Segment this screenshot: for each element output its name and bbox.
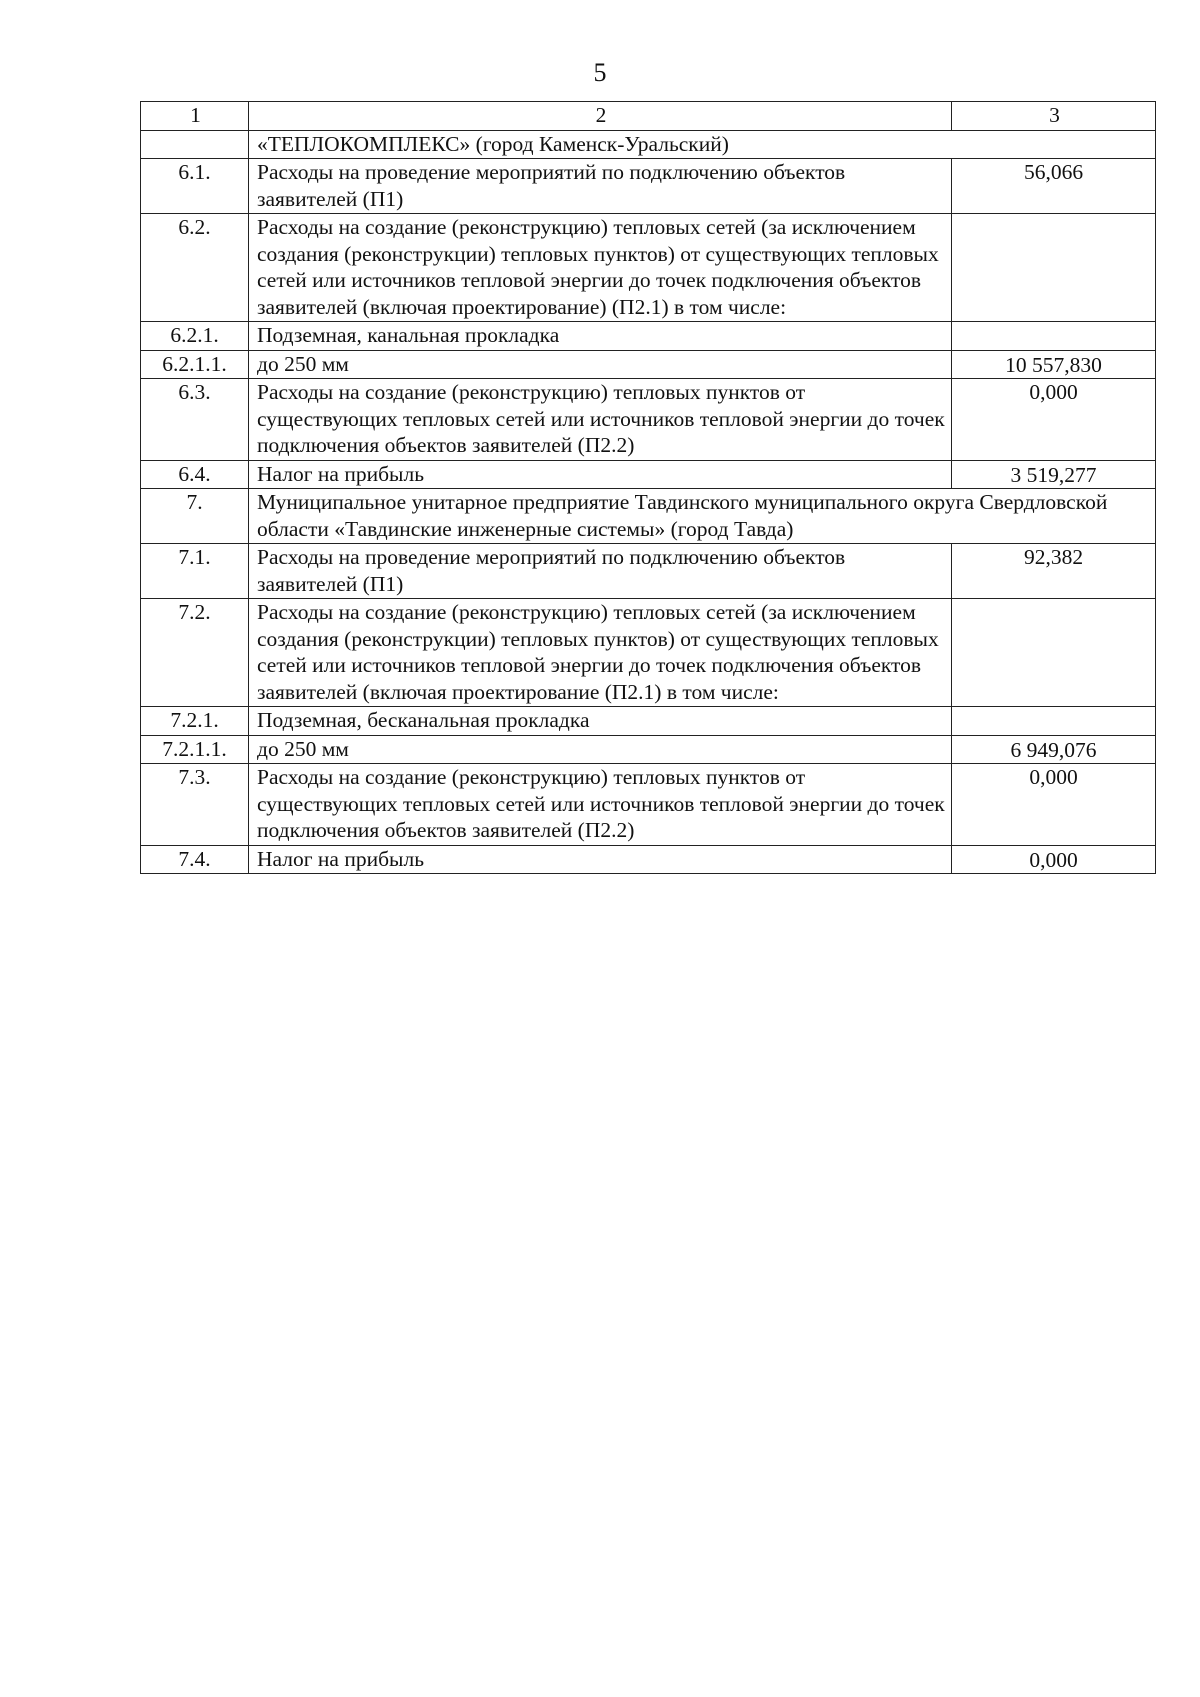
row-description: Налог на прибыль bbox=[249, 460, 952, 489]
row-value bbox=[952, 322, 1156, 351]
row-description: до 250 мм bbox=[249, 350, 952, 379]
row-description: Расходы на создание (реконструкцию) тепловых сетей (за исключением создания (реконструкции) тепловых пунктов) от существующих тепловых сетей или источников тепловой энергии до точек подключения объектов заявителей (включая проектирование (П2.1) в том числе: bbox=[249, 599, 952, 707]
table-row bbox=[141, 322, 1156, 351]
row-value bbox=[952, 599, 1156, 707]
table-row bbox=[141, 159, 1156, 214]
table-row bbox=[141, 707, 1156, 736]
table-header-row bbox=[141, 102, 1156, 131]
row-description: Расходы на создание (реконструкцию) тепловых пунктов от существующих тепловых сетей или источников тепловой энергии до точек подключения объектов заявителей (П2.2) bbox=[249, 764, 952, 846]
row-value bbox=[952, 214, 1156, 322]
row-number: 6.2. bbox=[141, 214, 249, 322]
row-number: 7. bbox=[141, 489, 249, 544]
header-col-3: 3 bbox=[952, 102, 1156, 131]
row-description: Расходы на проведение мероприятий по подключению объектов заявителей (П1) bbox=[249, 159, 952, 214]
row-number: 7.3. bbox=[141, 764, 249, 846]
row-number: 6.2.1. bbox=[141, 322, 249, 351]
cost-table bbox=[140, 101, 1156, 874]
cost-table-body bbox=[141, 102, 1156, 874]
row-number: 7.1. bbox=[141, 544, 249, 599]
row-number: 7.2.1.1. bbox=[141, 735, 249, 764]
row-number: 7.2.1. bbox=[141, 707, 249, 736]
table-row bbox=[141, 845, 1156, 874]
row-number: 7.2. bbox=[141, 599, 249, 707]
row-description: Муниципальное унитарное предприятие Тавдинского муниципального округа Свердловской области «Тавдинские инженерные системы» (город Тавда) bbox=[249, 489, 1156, 544]
row-description: Расходы на создание (реконструкцию) тепловых сетей (за исключением создания (реконструкции) тепловых пунктов) от существующих тепловых сетей или источников тепловой энергии до точек подключения объектов заявителей (включая проектирование) (П2.1) в том числе: bbox=[249, 214, 952, 322]
row-number: 6.1. bbox=[141, 159, 249, 214]
header-col-1: 1 bbox=[141, 102, 249, 131]
row-value: 56,066 bbox=[952, 159, 1156, 214]
row-description: Налог на прибыль bbox=[249, 845, 952, 874]
row-value: 0,000 bbox=[952, 379, 1156, 461]
table-row bbox=[141, 130, 1156, 159]
row-value: 0,000 bbox=[952, 845, 1156, 874]
row-number: 7.4. bbox=[141, 845, 249, 874]
row-number: 6.3. bbox=[141, 379, 249, 461]
row-value: 10 557,830 bbox=[952, 350, 1156, 379]
table-row bbox=[141, 350, 1156, 379]
row-description: Расходы на проведение мероприятий по подключению объектов заявителей (П1) bbox=[249, 544, 952, 599]
table-row bbox=[141, 460, 1156, 489]
row-value: 3 519,277 bbox=[952, 460, 1156, 489]
row-description: Подземная, бесканальная прокладка bbox=[249, 707, 952, 736]
row-number bbox=[141, 130, 249, 159]
row-number: 6.2.1.1. bbox=[141, 350, 249, 379]
header-col-2: 2 bbox=[249, 102, 952, 131]
table-row bbox=[141, 214, 1156, 322]
table-row bbox=[141, 489, 1156, 544]
row-value: 0,000 bbox=[952, 764, 1156, 846]
row-number: 6.4. bbox=[141, 460, 249, 489]
table-row bbox=[141, 599, 1156, 707]
page-number: 5 bbox=[593, 58, 607, 87]
table-row bbox=[141, 764, 1156, 846]
row-description: Расходы на создание (реконструкцию) тепловых пунктов от существующих тепловых сетей или источников тепловой энергии до точек подключения объектов заявителей (П2.2) bbox=[249, 379, 952, 461]
row-value bbox=[952, 707, 1156, 736]
row-value: 92,382 bbox=[952, 544, 1156, 599]
row-description: Подземная, канальная прокладка bbox=[249, 322, 952, 351]
table-row bbox=[141, 544, 1156, 599]
row-description: «ТЕПЛОКОМПЛЕКС» (город Каменск-Уральский) bbox=[249, 130, 1156, 159]
table-row bbox=[141, 379, 1156, 461]
row-value: 6 949,076 bbox=[952, 735, 1156, 764]
table-row bbox=[141, 735, 1156, 764]
row-description: до 250 мм bbox=[249, 735, 952, 764]
